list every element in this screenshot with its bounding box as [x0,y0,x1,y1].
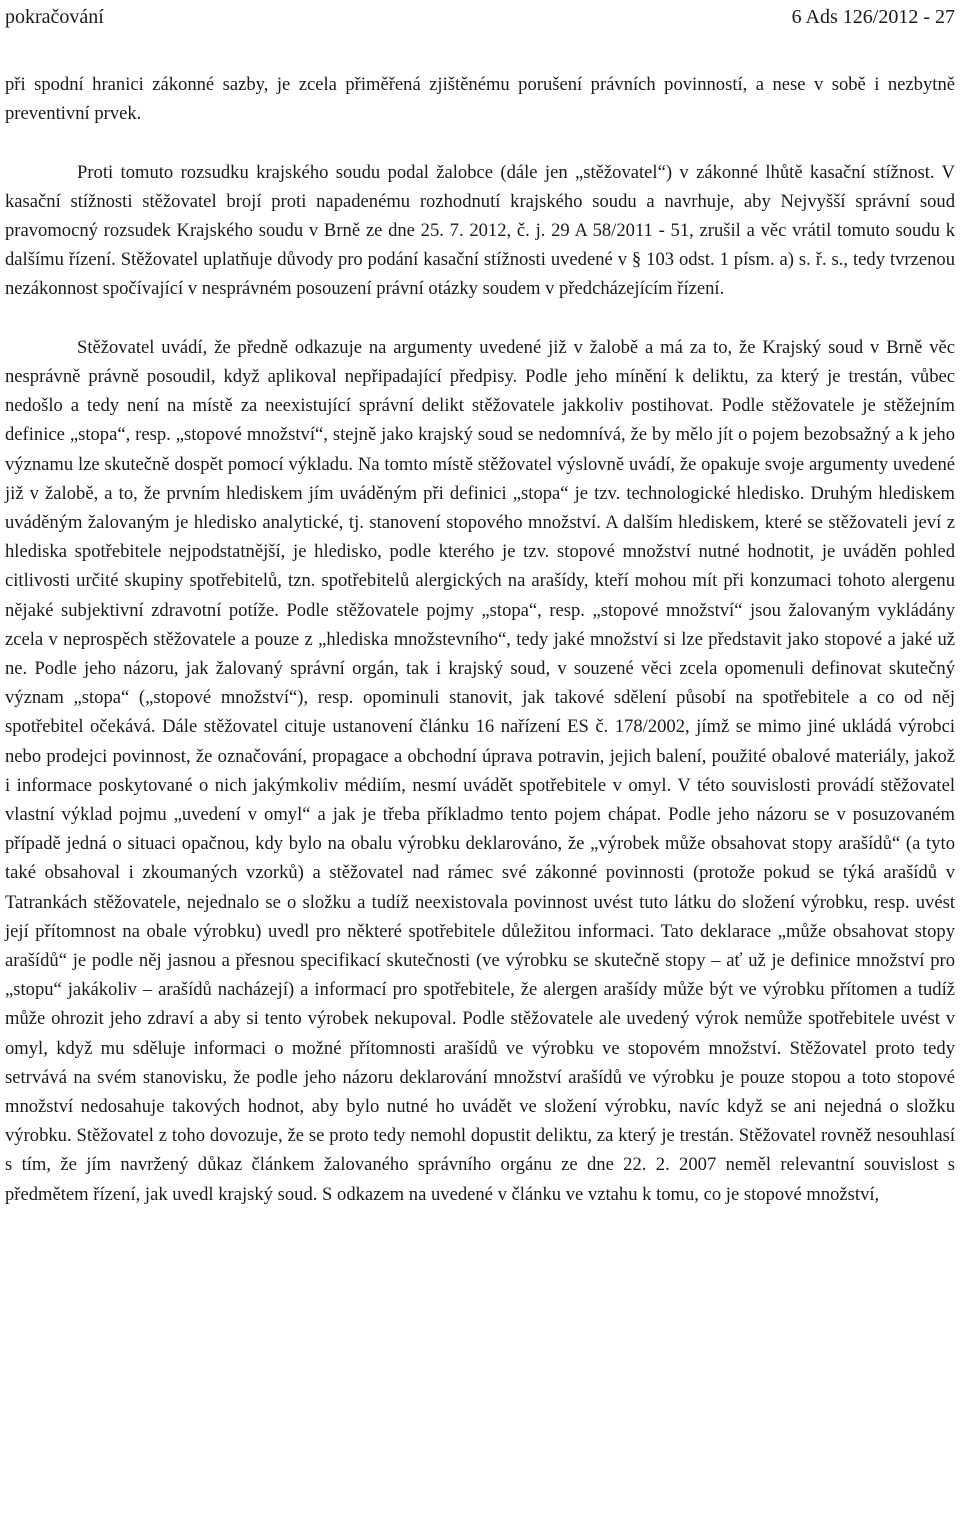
document-body [5,70,955,1209]
paragraph-penalty-conclusion: při spodní hranici zákonné sazby, je zcela přiměřená zjištěnému porušení právních povinností, a nese v sobě i nezbytně preventivní prvek. [5,74,955,125]
header-case-number: 6 Ads 126/2012 - 27 [791,6,955,28]
paragraph-cassation-complaint: Proti tomuto rozsudku krajského soudu podal žalobce (dále jen „stěžovatel“) v zákonné lhůtě kasační stížnost. V kasační stížnosti stěžovatel brojí proti napadenému rozhodnutí krajského soudu a navrhuje, aby Nejvyšší správní soud pravomocný rozsudek Krajského soudu v Brně ze dne 25. 7. 2012, č. j. 29 A 58/2011 - 51, zrušil a věc vrátil tomuto soudu k dalšímu řízení. Stěžovatel uplatňuje důvody pro podání kasační stížnosti uvedené v § 103 odst. 1 písm. a) s. ř. s., tedy tvrzenou nezákonnost spočívající v nesprávném posouzení právní otázky soudem v předcházejícím řízení. [5,161,955,300]
page-header [5,2,955,32]
header-continuation-label: pokračování [5,6,104,28]
paragraph-complainant-arguments: Stěžovatel uvádí, že předně odkazuje na argumenty uvedené již v žalobě a má za to, že Krajský soud v Brně věc nesprávně právně posoudil, když aplikoval nepřipadající předpisy. Podle jeho mínění k deliktu, za který je trestán, vůbec nedošlo a tedy není na místě za neexistující správní delikt stěžovatele jakkoliv postihovat. Podle stěžovatele je stěžejním definice „stopa“, resp. „stopové množství“, stejně jako krajský soud se nedomnívá, že by mělo jít o pojem bezobsažný a k jeho významu lze skutečně dospět pomocí výkladu. Na tomto místě stěžovatel výslovně uvádí, že opakuje svoje argumenty uvedené již v žalobě, a to, že prvním hlediskem jím uváděným při definici „stopa“ je tzv. technologické hledisko. Druhým hlediskem uváděným žalovaným je hledisko analytické, tj. stanovení stopového množství. A dalším hlediskem, které se stěžovateli jeví z hlediska spotřebitele nejpodstatnější, je hledisko, podle kterého je tzv. stopové množství nutné hodnotit, je uváděn pohled citlivosti určité skupiny spotřebitelů, tzn. spotřebitelů alergických na arašídy, kteří mohou mít při konzumaci tohoto alergenu nějaké subjektivní zdravotní potíže. Podle stěžovatele pojmy „stopa“, resp. „stopové množství“ jsou žalovaným vykládány zcela v neprospěch stěžovatele a pouze z „hlediska množstevního“, tedy jaké množství si lze představit jako stopové a jaké už ne. Podle jeho názoru, jak žalovaný správní orgán, tak i krajský soud, v souzené věci zcela opomenuli definovat skutečný význam „stopa“ („stopové množství“), resp. opominuli stanovit, jak takové sdělení působí na spotřebitele a co od něj spotřebitel očekává. Dále stěžovatel cituje ustanovení článku 16 nařízení ES č. 178/2002, jímž se mimo jiné ukládá výrobci nebo prodejci povinnost, že označování, propagace a obchodní úprava potravin, jejich balení, použité obalové materiály, jakož i informace poskytované o nich jakýmkoliv médiím, nesmí uvádět spotřebitele v omyl. V této souvislosti provádí stěžovatel vlastní výklad pojmu „uvedení v omyl“ a jak je třeba příkladmo tento pojem chápat. Podle jeho názoru se v posuzovaném případě jedná o situaci opačnou, kdy bylo na obalu výrobku deklarováno, že „výrobek může obsahovat stopy arašídů“ (a tyto také obsahoval i zkoumaných vzorků) a stěžovatel nad rámec své zákonné povinnosti (protože pokud se týká arašídů v Tatrankách stěžovatele, nejednalo se o složku a tudíž neexistovala povinnost uvést tuto látku do složení výrobku, resp. uvést její přítomnost na obale výrobku) uvedl pro některé spotřebitele důležitou informaci. Tato deklarace „může obsahovat stopy arašídů“ je podle něj jasnou a přesnou specifikací skutečnosti (ve výrobku se skutečně stopy – ať už je definice množství pro „stopu“ jakákoliv – arašídů nacházejí) a informací pro spotřebitele, že alergen arašídy může být ve výrobku přítomen a tudíž může ohrozit jeho zdraví a aby si tento výrobek nekupoval. Podle stěžovatele ale uvedený výrok nemůže spotřebitele uvést v omyl, když mu sděluje informaci o možné přítomnosti arašídů ve výrobku ve stopovém množství. Stěžovatel proto tedy setrvává na svém stanovisku, že podle jeho názoru deklarování množství arašídů ve výrobku je pouze stopou a toto stopové množství nedosahuje takových hodnot, aby bylo nutné ho uvádět ve složení výrobku, navíc když se ani nejedná o složku výrobku. Stěžovatel z toho dovozuje, že se proto tedy nemohl dopustit deliktu, za který je trestán. Stěžovatel rovněž nesouhlasí s tím, že jím navržený důkaz článkem žalovaného správního orgánu ze dne 22. 2. 2007 neměl relevantní souvislost s předmětem řízení, jak uvedl krajský soud. S odkazem na uvedené v článku ve vztahu k tomu, co je stopové množství, [5,336,955,1205]
